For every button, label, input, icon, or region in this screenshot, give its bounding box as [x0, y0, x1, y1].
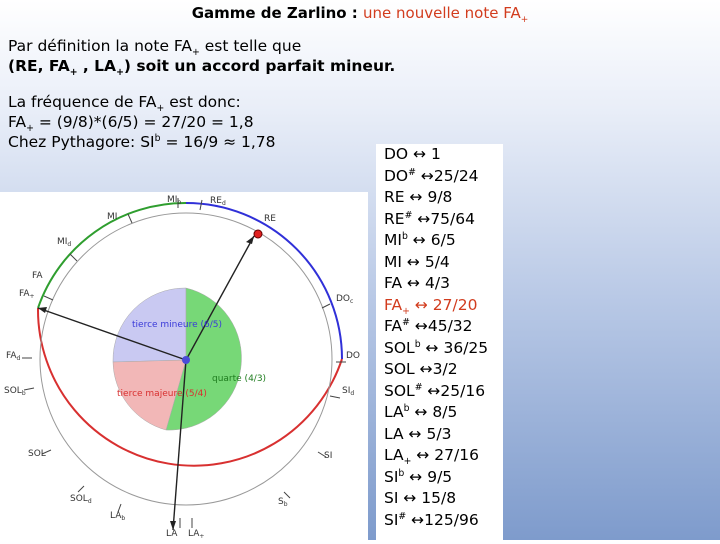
label-laplus: $LA_+$ — [188, 529, 205, 540]
label-re: RE — [264, 214, 276, 224]
frequency-line-3: Chez Pythagore: $SI^b = 16/9 \approx 1,78$ — [8, 132, 276, 151]
sector-label-blue: tierce mineure (6/5) — [132, 320, 223, 330]
ratio-table — [376, 144, 503, 540]
slide-title — [0, 4, 720, 25]
sector-label-red: tierce majeure (5/4) — [117, 389, 207, 399]
definition-line-1: Par définition la note $FA_+$ est telle que — [8, 37, 302, 59]
table-row: $MI^b$ ↔ 6/5 — [384, 230, 456, 249]
zarlino-circle-diagram — [0, 192, 368, 540]
table-row: SI ↔ 15/8 — [384, 489, 457, 507]
label-sol: SOL — [28, 449, 46, 459]
label-mid: $MI_d$ — [57, 237, 72, 248]
table-row: $SI^b$ ↔ 9/5 — [384, 467, 453, 486]
label-la: LA — [166, 529, 178, 539]
table-row: $LA^b$ ↔ 8/5 — [384, 402, 458, 421]
label-lab: $LA_b$ — [110, 511, 126, 522]
table-row: DO# ↔25/24 — [384, 166, 479, 185]
title-accent: une nouvelle note $FA_+$ — [363, 4, 529, 25]
label-red: $RE_d$ — [210, 196, 226, 207]
table-row: RE ↔ 9/8 — [384, 188, 453, 206]
label-solb: $SOL_b$ — [4, 386, 26, 397]
table-row: RE# ↔75/64 — [384, 209, 475, 228]
table-row: LA ↔ 5/3 — [384, 424, 452, 443]
label-faplus: $FA_+$ — [19, 289, 35, 300]
center-point — [182, 356, 190, 364]
table-row: SOL# ↔25/16 — [384, 381, 486, 400]
table-row: FA# ↔45/32 — [384, 316, 473, 335]
definition-line-2: (RE, $FA_+$ , $LA_+$) soit un accord parfait mineur. — [8, 57, 396, 79]
label-sib: $S_b$ — [278, 497, 288, 508]
table-row: FA ↔ 4/3 — [384, 274, 450, 292]
definition-paragraph — [8, 36, 396, 79]
label-si: SI — [324, 451, 333, 461]
arrow-re — [246, 236, 254, 244]
label-do: DO — [346, 351, 361, 361]
frequency-line-2: $FA_+ = (9/8)*(6/5) = 27/20 = 1,8$ — [8, 113, 254, 135]
sector-label-green: quarte (4/3) — [212, 374, 267, 384]
table-row-highlight: $FA_+$ ↔ 27/20 — [384, 295, 478, 317]
arrow-fa — [38, 307, 47, 313]
label-sid: $SI_d$ — [342, 386, 355, 397]
label-sold: $SOL_d$ — [70, 494, 92, 505]
table-row: DO ↔ 1 — [384, 145, 441, 163]
frequency-line-1: La fréquence de $FA_+$ est donc: — [8, 93, 241, 115]
table-row: SI# ↔125/96 — [384, 510, 479, 529]
table-row: SOL$^b$ ↔ 36/25 — [384, 338, 489, 357]
re-point — [254, 230, 262, 238]
table-row: MI ↔ 5/4 — [384, 252, 450, 271]
circle-svg — [0, 192, 368, 540]
label-doc: $DO_c$ — [336, 294, 354, 305]
label-fa: FA — [32, 271, 43, 281]
frequency-paragraph — [8, 92, 276, 152]
table-row: SOL ↔3/2 — [384, 360, 458, 378]
label-mi: MI — [107, 212, 118, 222]
label-mib: $MI_b$ — [167, 195, 182, 206]
table-row: $LA_+$ ↔ 27/16 — [384, 446, 479, 468]
label-fad: $FA_d$ — [6, 351, 21, 362]
title-prefix: Gamme de Zarlino : — [191, 4, 364, 22]
